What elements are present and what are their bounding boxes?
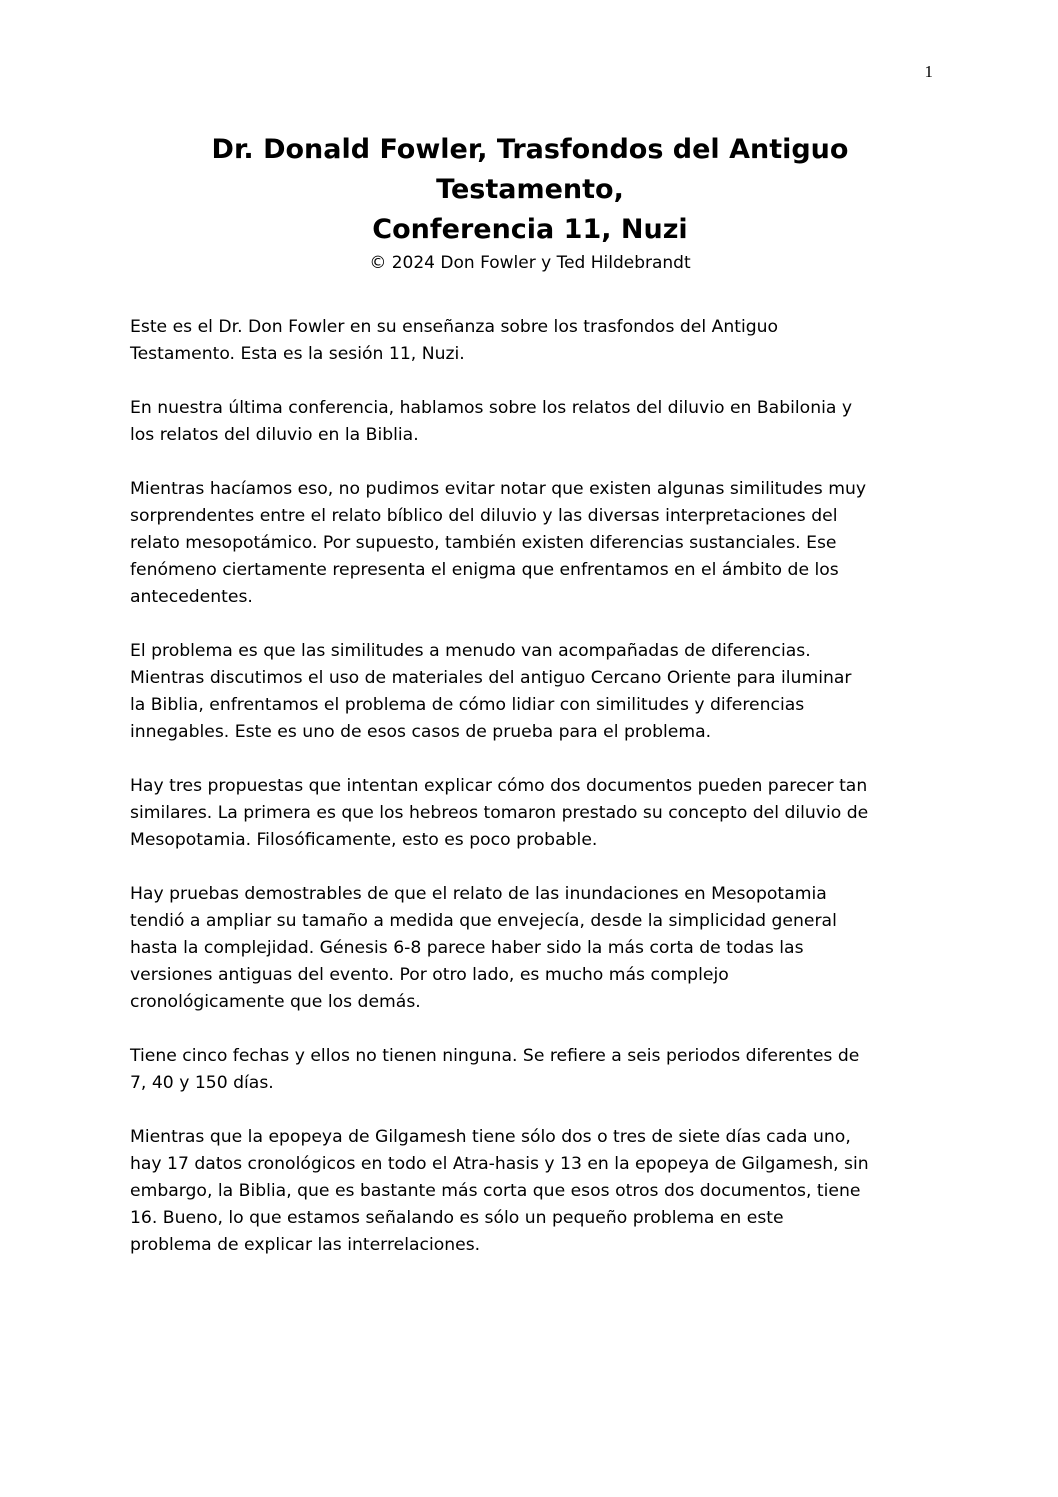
text-line: 16. Bueno, lo que estamos señalando es sólo un pequeño problema en este [130, 1208, 784, 1228]
title-line-3: Conferencia 11, Nuzi [372, 214, 688, 245]
text-line: antecedentes. [130, 587, 253, 607]
paragraph-4 [130, 638, 930, 746]
text-line: hasta la complejidad. Génesis 6-8 parece haber sido la más corta de todas las [130, 938, 804, 958]
text-line: Mesopotamia. Filosóficamente, esto es poco probable. [130, 830, 598, 850]
copyright-notice: © 2024 Don Fowler y Ted Hildebrandt [369, 253, 691, 273]
text-line: la Biblia, enfrentamos el problema de cómo lidiar con similitudes y diferencias [130, 695, 805, 715]
text-line: los relatos del diluvio en la Biblia. [130, 425, 419, 445]
document-body [130, 314, 930, 1286]
paragraph-7 [130, 1043, 930, 1097]
text-line: innegables. Este es uno de esos casos de prueba para el problema. [130, 722, 712, 742]
paragraph-8 [130, 1124, 930, 1259]
paragraph-6 [130, 881, 930, 1016]
text-line: Mientras hacíamos eso, no pudimos evitar notar que existen algunas similitudes muy [130, 479, 867, 499]
document-header [130, 130, 930, 276]
text-line: Tiene cinco fechas y ellos no tienen ninguna. Se refiere a seis periodos diferentes de [130, 1046, 860, 1066]
text-line: fenómeno ciertamente representa el enigma que enfrentamos en el ámbito de los [130, 560, 839, 580]
text-line: problema de explicar las interrelaciones. [130, 1235, 481, 1255]
paragraph-3 [130, 476, 930, 611]
text-line: Hay pruebas demostrables de que el relato de las inundaciones en Mesopotamia [130, 884, 827, 904]
text-line: 7, 40 y 150 días. [130, 1073, 274, 1093]
paragraph-1 [130, 314, 930, 368]
title-line-1: Dr. Donald Fowler, Trasfondos del Antiguo [211, 134, 849, 165]
text-line: sorprendentes entre el relato bíblico del diluvio y las diversas interpretaciones del [130, 506, 838, 526]
paragraph-2 [130, 395, 930, 449]
paragraph-5 [130, 773, 930, 854]
title-line-2: Testamento, [436, 174, 624, 205]
text-line: El problema es que las similitudes a menudo van acompañadas de diferencias. [130, 641, 811, 661]
text-line: tendió a ampliar su tamaño a medida que envejecía, desde la simplicidad general [130, 911, 837, 931]
text-line: En nuestra última conferencia, hablamos sobre los relatos del diluvio en Babilonia y [130, 398, 853, 418]
text-line: Hay tres propuestas que intentan explicar cómo dos documentos pueden parecer tan [130, 776, 868, 796]
text-line: relato mesopotámico. Por supuesto, también existen diferencias sustanciales. Ese [130, 533, 837, 553]
text-line: Mientras discutimos el uso de materiales del antiguo Cercano Oriente para iluminar [130, 668, 852, 688]
text-line: Mientras que la epopeya de Gilgamesh tiene sólo dos o tres de siete días cada uno, [130, 1127, 851, 1147]
text-line: cronológicamente que los demás. [130, 992, 421, 1012]
text-line: similares. La primera es que los hebreos tomaron prestado su concepto del diluvio de [130, 803, 869, 823]
page-number: 1 [924, 62, 933, 81]
text-line: Este es el Dr. Don Fowler en su enseñanza sobre los trasfondos del Antiguo [130, 317, 779, 337]
text-line: embargo, la Biblia, que es bastante más corta que esos otros dos documentos, tiene [130, 1181, 861, 1201]
text-line: versiones antiguas del evento. Por otro lado, es mucho más complejo [130, 965, 729, 985]
text-line: Testamento. Esta es la sesión 11, Nuzi. [130, 344, 465, 364]
text-line: hay 17 datos cronológicos en todo el Atra-hasis y 13 en la epopeya de Gilgamesh, sin [130, 1154, 869, 1174]
